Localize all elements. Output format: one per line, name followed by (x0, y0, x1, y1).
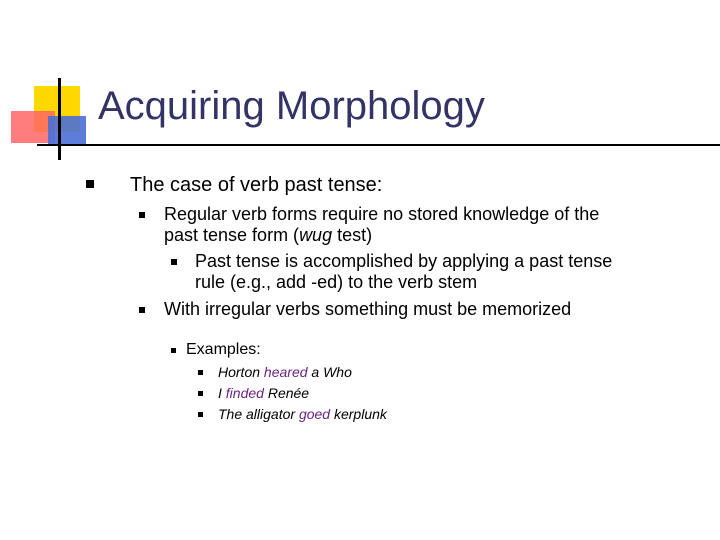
bullet-text: The case of verb past tense: (130, 174, 383, 196)
bullet-square-icon (139, 212, 145, 218)
bullet-square-icon (198, 370, 203, 375)
irregular-verb: heared (263, 364, 308, 380)
sub-bullet-text: Regular verb forms require no stored knowledge of the (164, 204, 600, 224)
bullet-square-icon (198, 391, 203, 396)
sub-sub-bullet-text: Past tense is accomplished by applying a past tense (195, 251, 613, 271)
bullet-square-icon (198, 412, 203, 417)
title-underline (37, 144, 720, 146)
bullet-square-icon (171, 259, 177, 265)
sub-bullet-text: With irregular verbs something must be memorized (164, 299, 572, 319)
examples-label: Examples: (186, 341, 261, 358)
bullet-square-icon (139, 307, 145, 313)
example-item: The alligator goed kerplunk (218, 406, 387, 422)
bullet-square-icon (171, 348, 176, 353)
logo-vertical-line (58, 78, 61, 160)
logo-blue-square (48, 116, 86, 146)
irregular-verb: goed (298, 406, 331, 422)
irregular-verb: finded (225, 385, 264, 401)
example-item: Horton heared a Who (218, 364, 352, 380)
bullet-square-icon (86, 180, 94, 188)
wug-emphasis: wug (299, 225, 333, 245)
slide-title: Acquiring Morphology (98, 84, 485, 128)
example-item: I finded Renée (218, 385, 310, 401)
sub-bullet-text-continued: past tense form (wug test) (164, 225, 373, 245)
sub-sub-bullet-text-continued: rule (e.g., add -ed) to the verb stem (195, 272, 478, 292)
